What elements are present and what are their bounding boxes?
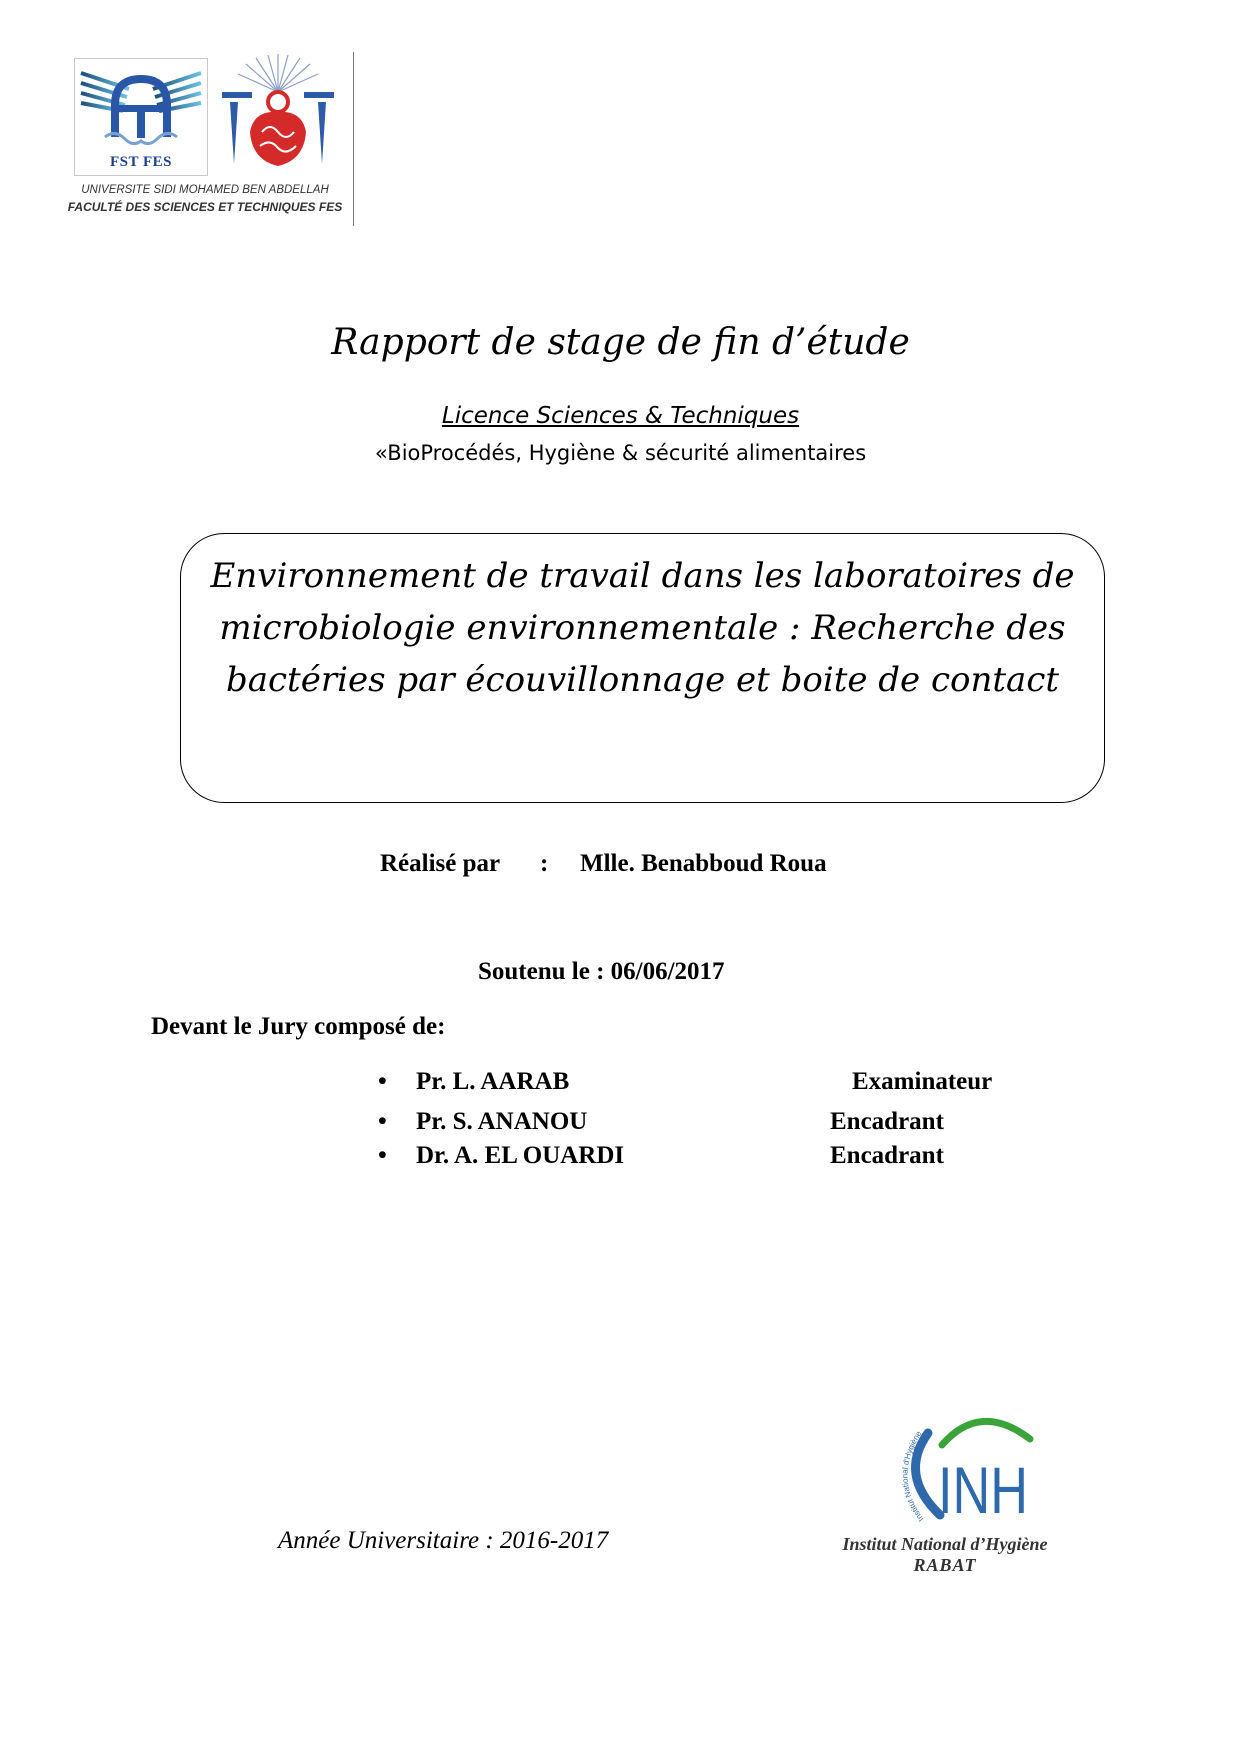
jury-heading: Devant le Jury composé de: [151, 1013, 446, 1040]
inh-emblem-icon [880, 1405, 1100, 1535]
author-name: Mlle. Benabboud Roua [580, 850, 827, 877]
inh-name: Institut National d’Hygiène [842, 1534, 1048, 1554]
report-title: Rapport de stage de fin d’étude [331, 322, 910, 363]
academic-year: Année Universitaire : 2016-2017 [278, 1527, 609, 1554]
jury-member-name: Pr. L. AARAB [416, 1068, 570, 1095]
svg-text:INH: INH [938, 1453, 1028, 1527]
university-crest-icon [218, 52, 338, 176]
bullet-icon: • [378, 1108, 387, 1135]
jury-member-name: Dr. A. EL OUARDI [416, 1142, 625, 1169]
jury-member-role: Encadrant [830, 1108, 944, 1135]
jury-member [378, 1142, 1078, 1178]
university-name: UNIVERSITE SIDI MOHAMED BEN ABDELLAH [81, 184, 329, 196]
header-divider [353, 52, 354, 226]
faculty-name: FACULTÉ DES SCIENCES ET TECHNIQUES FES [67, 200, 343, 214]
licence-subtitle [0, 403, 1241, 429]
fst-logo-text: FST FES [110, 154, 172, 170]
usmba-emblem-logo [218, 52, 338, 176]
author-label: Réalisé par [380, 850, 501, 877]
jury-member-name: Pr. S. ANANOU [416, 1108, 588, 1135]
author-colon: : [540, 850, 549, 877]
fst-fes-logo [74, 58, 208, 176]
inh-logo [880, 1405, 1100, 1535]
svg-text:Institut National d'Hygiène: Institut National d'Hygiène [900, 1429, 926, 1524]
defense-date: Soutenu le : 06/06/2017 [478, 958, 725, 985]
report-topic: Environnement de travail dans les laboratoires de microbiologie environnementale : Recherche des bactéries par écouvillonnage et boite de contact [210, 556, 1075, 700]
jury-member-role: Examinateur [852, 1068, 993, 1095]
jury-member-role: Encadrant [830, 1142, 944, 1169]
specialite-subtitle: «BioProcédés, Hygiène & sécurité alimentaires [374, 441, 867, 465]
licence-text: Licence Sciences & Techniques [441, 403, 800, 429]
inh-city: RABAT [913, 1555, 977, 1575]
jury-member [378, 1108, 1078, 1144]
bullet-icon: • [378, 1068, 387, 1095]
fst-emblem-icon [75, 59, 207, 155]
jury-member [378, 1068, 1078, 1104]
bullet-icon: • [378, 1142, 387, 1169]
